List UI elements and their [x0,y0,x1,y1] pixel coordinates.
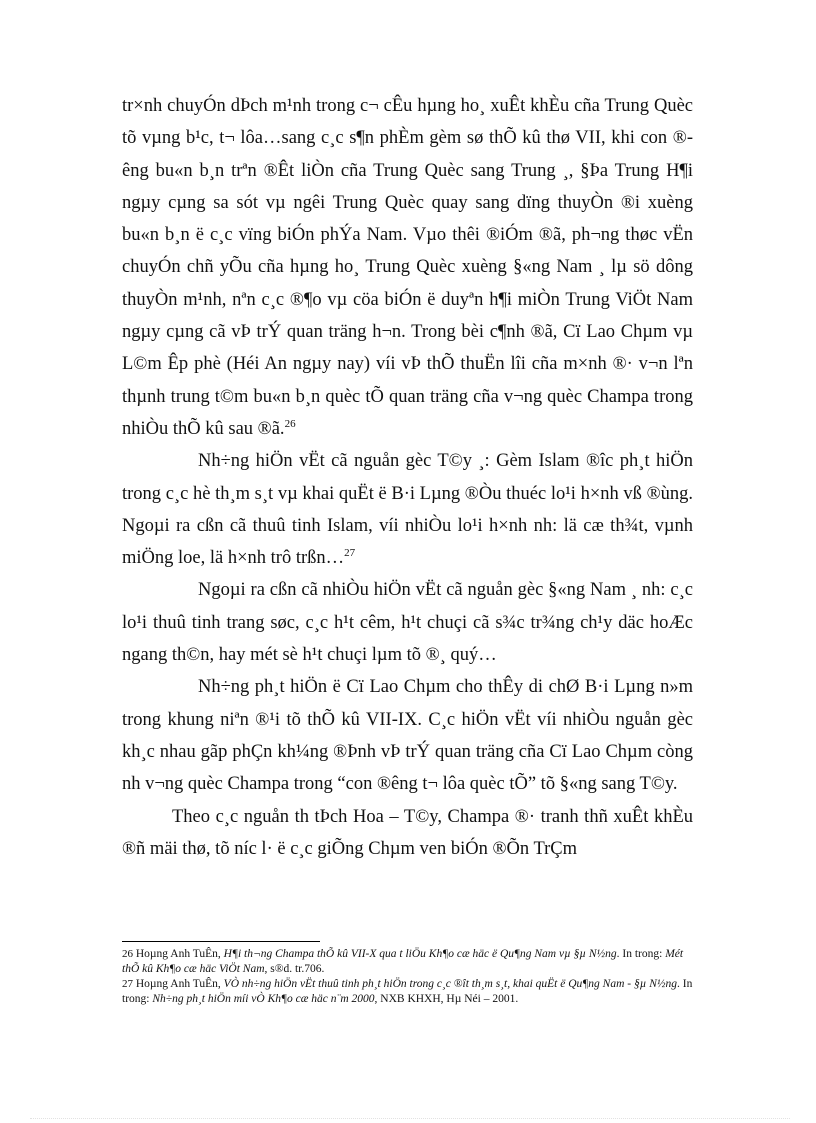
footnotes [122,947,697,1007]
body-text [122,90,693,865]
footnote-book: Nh÷ng ph¸t hiÖn míi vÒ Kh¶o cæ häc n¨m 2000 [152,992,375,1005]
paragraph-4 [122,671,693,800]
footnote-number: 26 [122,948,133,960]
paragraph-5 [122,801,693,866]
footnote-book: Mét thÕ kû Kh¶o cæ häc ViÖt Nam [122,948,684,975]
footnote-author: Hoµng Anh TuÊn, [135,978,224,991]
footnote-separator [122,941,320,942]
footnote-27 [122,977,697,1006]
footnote-middle: . In trong: [616,948,666,960]
footnote-end: , s®d. tr.706. [264,962,325,975]
footnote-number: 27 [122,978,133,991]
footnote-author: Hoµng Anh TuÊn, [135,948,224,960]
paragraph-4-text: Nh÷ng ph¸t hiÖn ë Cï Lao Chµm cho thÊy di chØ B·i Lµng n»m trong khung niªn ®¹i tõ thÕ kû VII-IX. C¸c hiÖn vËt víi nhiÒu nguån gèc kh¸c nhau gãp phÇn kh¼ng ®Þnh vÞ trÝ quan träng cña Cï Lao Chµm còng nh v¬ng quèc Champa trong “con ®êng t¬ lôa quèc tÕ” tõ §«ng sang T©y. [122,677,693,795]
footnote-26 [122,947,697,976]
footnote-ref-27[interactable]: 27 [344,547,356,559]
paragraph-1 [122,90,693,445]
footnote-end: , NXB KHXH, Hµ Néi – 2001. [374,992,519,1005]
paragraph-2-text: Nh÷ng hiÖn vËt cã nguån gèc T©y ¸: Gèm Islam ®îc ph¸t hiÖn trong c¸c hè th¸m s¸t vµ khai quËt ë B·i Lµng ®Òu thuéc lo¹i h×nh vß ®ùng. Ngoµi ra cßn cã thuû tinh Islam, víi nhiÒu lo¹i h×nh nh: lä cæ th¾t, vµnh miÖng loe, lä h×nh trô trßn… [122,451,693,569]
paragraph-3-text: Ngoµi ra cßn cã nhiÒu hiÖn vËt cã nguån gèc §«ng Nam ¸ nh: c¸c lo¹i thuû tinh trang søc, c¸c h¹t cêm, h¹t chuçi cã s¾c tr¾ng ch¹y däc hoÆc ngang th©n, hay mét sè h¹t chuçi lµm tõ ®¸ quý… [122,580,693,666]
paragraph-5-text: Theo c¸c nguån th tÞch Hoa – T©y, Champa ®· tranh thñ xuÊt khÈu ®ñ mäi thø, tõ níc l· ë c¸c giÕng Chµm ven biÓn ®Õn TrÇm [122,806,693,859]
page-bottom-edge [30,1118,790,1119]
footnote-title: H¶i th¬ng Champa thÕ kû VII-X qua t liÖu Kh¶o cæ häc ë Qu¶ng Nam vµ §µ N½ng [223,948,617,960]
footnote-title: VÒ nh÷ng hiÖn vËt thuû tinh ph¸t hiÖn trong c¸c ®ît th¸m s¸t, khai quËt ë Qu¶ng Nam - §µ N½ng [223,978,678,991]
paragraph-2 [122,445,693,574]
footnote-middle: . In trong: [122,978,693,1005]
footnote-ref-26[interactable]: 26 [284,417,296,430]
paragraph-3 [122,574,693,671]
paragraph-1-text: tr×nh chuyÓn dÞch m¹nh trong c¬ cÊu hµng ho¸ xuÊt khÈu cña Trung Quèc tõ vµng b¹c, t¬ lôa…sang c¸c s¶n phÈm gèm sø thÕ kû thø VII, khi con ®êng bu«n b¸n trªn ®Êt liÒn cña Trung Quèc sang Trung ¸, §Þa Trung H¶i ngµy cµng sa sót vµ ngêi Trung Quèc quay sang dïng thuyÒn ®i xuèng bu«n b¸n ë c¸c vïng biÓn phÝa Nam. Vµo thêi ®iÓm ®ã, ph¬ng thøc vËn chuyÓn chñ yÕu cña hµng ho¸ Trung Quèc xuèng §«ng Nam ¸ lµ sö dông thuyÒn m¹nh, nªn c¸c ®¶o vµ cöa biÓn ë duyªn h¶i miÒn Trung ViÖt Nam ngµy cµng cã vÞ trÝ quan träng h¬n. Trong bèi c¶nh ®ã, Cï Lao Chµm vµ L©m Êp phè (Héi An ngµy nay) víi vÞ thÕ thuËn lîi cña m×nh ®· v¬n lªn thµnh trung t©m bu«n b¸n quèc tÕ quan träng cña v¬ng quèc Champa trong nhiÒu thÕ kû sau ®ã. [122,96,693,439]
